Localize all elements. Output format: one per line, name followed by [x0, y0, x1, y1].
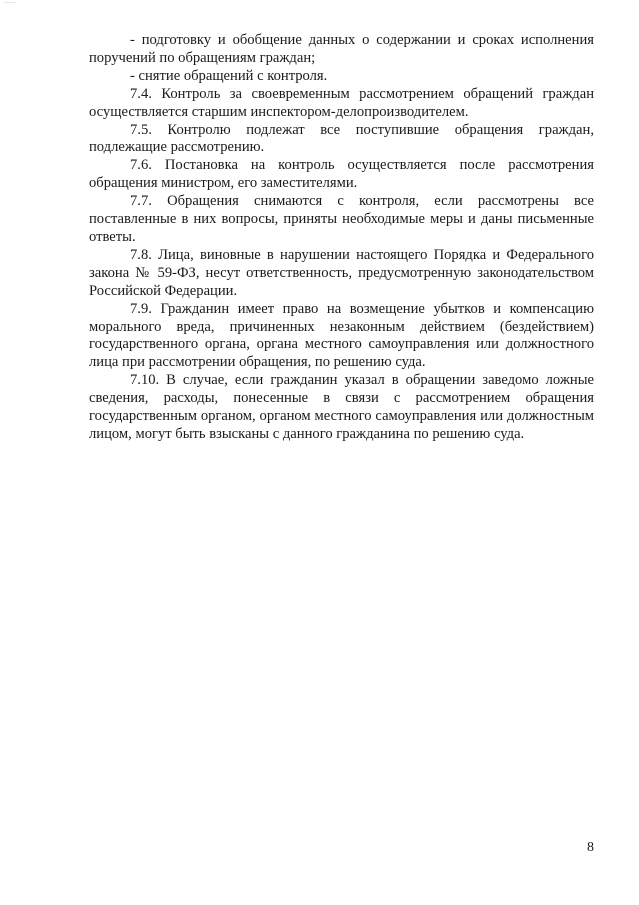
paragraph-7-6: 7.6. Постановка на контроль осуществляется после рассмотрения обращения министром, его заместителями. — [89, 157, 594, 192]
paragraph-7-4: 7.4. Контроль за своевременным рассмотрением обращений граждан осуществляется старшим инспектором-делопроизводителем. — [89, 85, 594, 120]
scan-artifact — [4, 2, 16, 7]
paragraph-7-5: 7.5. Контролю подлежат все поступившие обращения граждан, подлежащие рассмотрению. — [89, 121, 594, 156]
paragraph-7-8: 7.8. Лица, виновные в нарушении настоящего Порядка и Федерального закона № 59-ФЗ, несут ответственность, предусмотренную законодательством Российской Федерации. — [89, 246, 594, 299]
document-body — [89, 32, 594, 444]
paragraph-7-10: 7.10. В случае, если гражданин указал в обращении заведомо ложные сведения, расходы, понесенные в связи с рассмотрением обращения государственным органом, органом местного самоуправления или должностным лицом, могут быть взысканы с данного гражданина по решению суда. — [89, 372, 594, 442]
paragraph-list-item-2: - снятие обращений с контроля. — [130, 67, 328, 84]
paragraph-7-7: 7.7. Обращения снимаются с контроля, если рассмотрены все поставленные в них вопросы, приняты необходимые меры и даны письменные ответы. — [89, 193, 594, 245]
page-number: 8 — [587, 840, 594, 855]
paragraph-7-9: 7.9. Гражданин имеет право на возмещение убытков и компенсацию морального вреда, причиненных незаконным действием (бездействием) государственного органа, органа местного самоуправления или должностного лица при рассмотрении обращения, по решению суда. — [89, 300, 594, 371]
paragraph-list-item-1: - подготовку и обобщение данных о содержании и сроках исполнения поручений по обращениям граждан; — [89, 32, 594, 66]
